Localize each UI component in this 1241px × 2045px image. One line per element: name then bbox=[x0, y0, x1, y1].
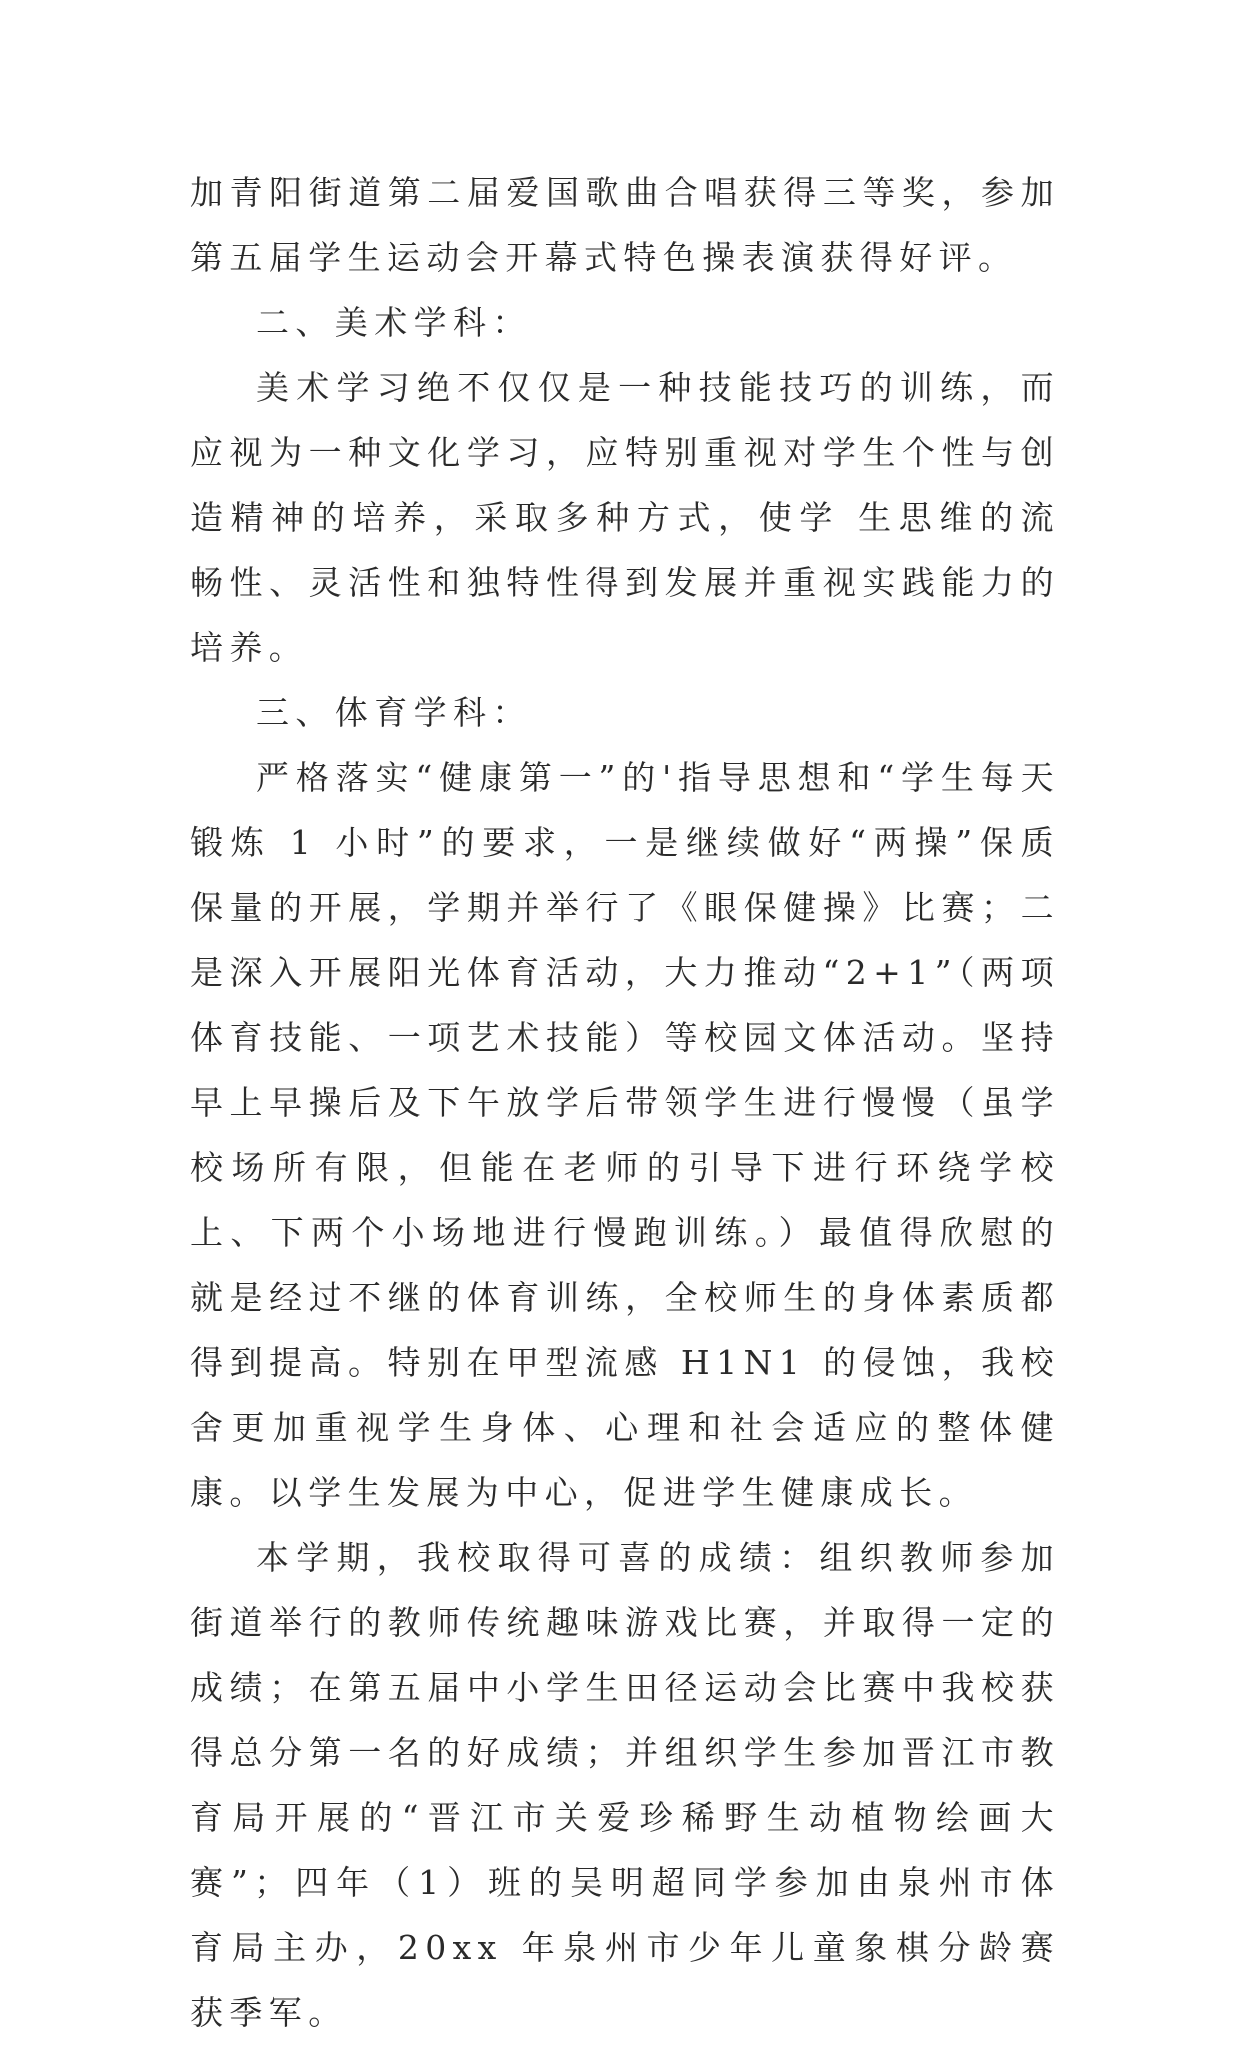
heading-pe-subject: 三、体育学科： bbox=[256, 693, 532, 732]
paragraph-pe: 严格落实“健康第一”的'指导思想和“学生每天锻炼 1 小时”的要求，一是继续做好“两操”保质保量的开展，学期并举行了《眼保健操》比赛；二是深入开展阳光体育活动，大力推动“2+1”（两项体育技能、一项艺术技能）等校园文体活动。坚持早上早操后及下午放学后带领学生进行慢慢（虽学校场所有限，但能在老师的引导下进行环绕学校上、下两个小场地进行慢跑训练。）最值得欣慰的就是经过不继的体育训练，全校师生的身体素质都得到提高。特别在甲型流感 H1N1 的侵蚀，我校舍更加重视学生身体、心理和社会适应的整体健康。以学生发展为中心，促进学生健康成长。 bbox=[190, 758, 1060, 1512]
document-body bbox=[190, 160, 1060, 2045]
heading-art-subject: 二、美术学科： bbox=[256, 303, 532, 342]
paragraph-continuation: 加青阳街道第二届爱国歌曲合唱获得三等奖，参加第五届学生运动会开幕式特色操表演获得好评。 bbox=[190, 173, 1060, 277]
paragraph-achievements: 本学期，我校取得可喜的成绩：组织教师参加街道举行的教师传统趣味游戏比赛，并取得一定的成绩；在第五届中小学生田径运动会比赛中我校获得总分第一名的好成绩；并组织学生参加晋江市教育局开展的“晋江市关爱珍稀野生动植物绘画大赛”；四年（1）班的吴明超同学参加由泉州市体育局主办，20xx 年泉州市少年儿童象棋分龄赛获季军。 bbox=[190, 1538, 1060, 2032]
paragraph-art: 美术学习绝不仅仅是一种技能技巧的训练，而应视为一种文化学习，应特别重视对学生个性与创造精神的培养，采取多种方式，使学 生思维的流畅性、灵活性和独特性得到发展并重视实践能力的培养。 bbox=[190, 368, 1060, 667]
